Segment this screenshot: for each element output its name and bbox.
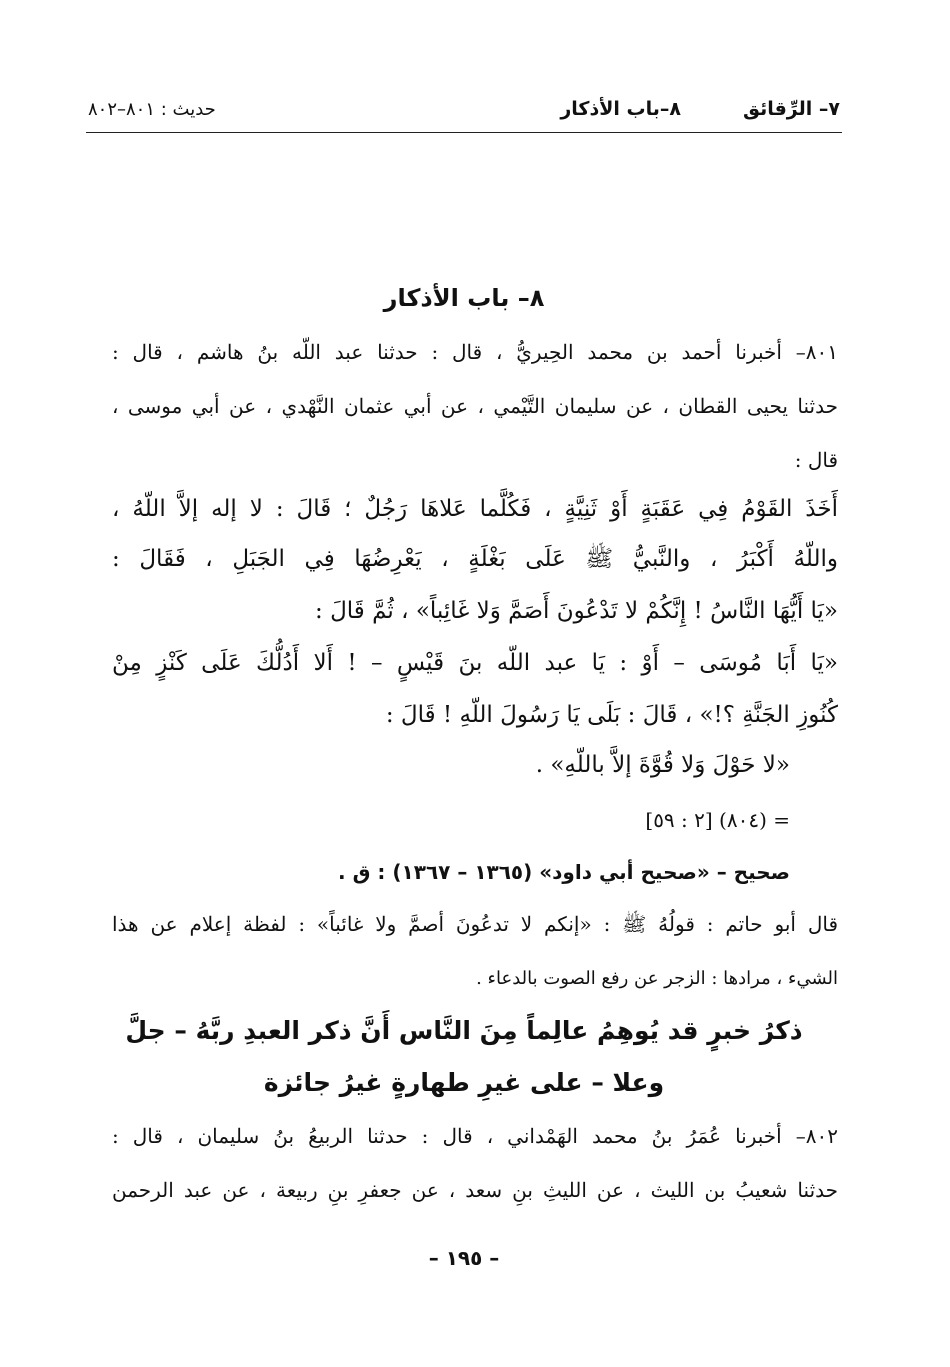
section-heading-line: ذكرُ خبرٍ قد يُوهِمُ عالِماً مِنَ النَّاس أَنَّ ذكر العبدِ ربَّهُ – جلَّ [125,1016,803,1045]
page-number: – ١٩٥ – [428,1246,500,1270]
header-hadith-range: حديث : ٨٠١–٨٠٢ [88,98,216,120]
hadith-801-matn-line: «يَا أَبَا مُوسَى – أَوْ : يَا عبد اللّه بنَ قَيْسٍ – ! أَلا أَدُلُّكَ عَلَى كَنْزٍ مِنْ [112,650,838,676]
chapter-title: ٨– باب الأذكار [383,284,545,312]
header-chapter: ٨–باب الأذكار [560,98,681,120]
hadith-801-isnad-line: حدثنا يحيى القطان ، عن سليمان التَّيْمي ، عن أبي عثمان النَّهْدي ، عن أبي موسى ، [112,394,838,418]
hadith-801-isnad-line: ٨٠١– أخبرنا أحمد بن محمد الحِيريُّ ، قال : حدثنا عبد اللّه بنُ هاشم ، قال : [112,340,838,364]
commentary-line: قال أبو حاتم : قولُهُ ﷺ : «إنكم لا تدعُونَ أصمَّ ولا غائباً» : لفظة إعلام عن هذا [112,912,838,936]
commentary-line: الشيء ، مرادها : الزجر عن رفع الصوت بالدعاء . [476,968,838,989]
hadith-801-matn-line: «يَا أَيُّهَا النَّاسُ ! إِنَّكُمْ لا تَدْعُونَ أَصَمَّ وَلا غَائِباً» ، ثُمَّ قَالَ : [315,598,838,624]
hadith-802-isnad-line: ٨٠٢– أخبرنا عُمَرُ بنُ محمد الهَمْداني ، قال : حدثنا الربيعُ بنُ سليمان ، قال : [112,1124,838,1148]
hadith-802-isnad-line: حدثنا شعيبُ بن الليث ، عن الليثِ بنِ سعد ، عن جعفرِ بنِ ربيعة ، عن عبد الرحمن [112,1178,838,1202]
hadith-801-matn-line: أَخَذَ القَوْمُ فِي عَقَبَةٍ أَوْ ثَنِيَّةٍ ، فَكُلَّما عَلاهَا رَجُلٌ ؛ قَالَ : لا إله إلاَّ اللّهُ ، [112,496,838,522]
running-header [88,92,840,126]
section-heading-line: وعلا – على غيرِ طهارةٍ غيرُ جائزة [263,1068,665,1097]
hadith-801-matn-line: «لا حَوْلَ وَلا قُوَّةَ إلاَّ باللّهِ» . [535,752,790,778]
cross-reference: = (٨٠٤) [٢ : ٥٩] [645,808,790,832]
hadith-801-matn-line: واللّهُ أَكْبَرُ ، والنَّبيُّ ﷺ عَلَى بَغْلَةٍ ، يَعْرِضُهَا فِي الجَبَلِ ، فَقَالَ : [112,546,838,572]
hadith-801-matn-line: كُنُوزِ الجَنَّةِ ؟!» ، قَالَ : بَلَى يَا رَسُولَ اللّهِ ! قَالَ : [385,702,838,728]
header-book-section: ٧– الرِّقائق [742,98,840,120]
header-right-group [560,98,840,120]
hadith-801-isnad-line: قال : [794,448,838,472]
hadith-grading: صحيح – «صحيح أبي داود» (١٣٦٥ – ١٣٦٧) : ق . [338,860,790,884]
header-divider [86,132,842,133]
